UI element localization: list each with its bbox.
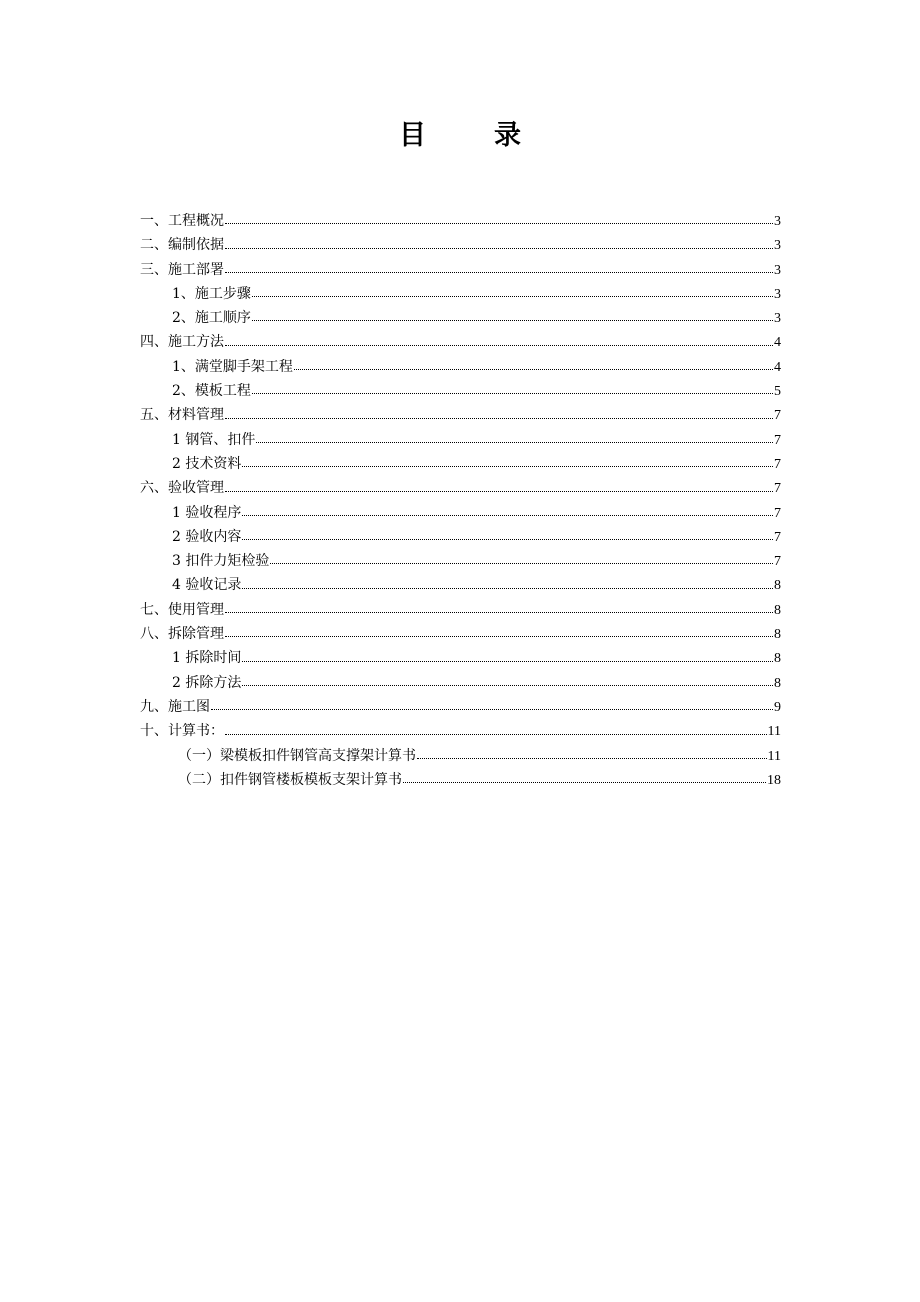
toc-entry-page-number: 11 bbox=[767, 748, 781, 764]
toc-entry-label: 七、使用管理 bbox=[140, 601, 224, 618]
toc-entry-page-number: 4 bbox=[774, 335, 781, 351]
toc-entry-page-number: 4 bbox=[774, 359, 781, 375]
toc-entry[interactable] bbox=[140, 428, 781, 452]
toc-leader-dots bbox=[225, 490, 773, 492]
toc-entry[interactable] bbox=[140, 549, 781, 573]
toc-entry-label: （一）梁模板扣件钢管高支撑架计算书 bbox=[178, 747, 416, 764]
toc-leader-dots bbox=[211, 708, 773, 710]
toc-entry-page-number: 8 bbox=[774, 651, 781, 667]
toc-entry-label: 3 扣件力矩检验 bbox=[172, 553, 270, 570]
toc-entry[interactable] bbox=[140, 306, 781, 330]
toc-leader-dots bbox=[225, 733, 767, 735]
toc-entry[interactable] bbox=[140, 452, 781, 476]
toc-entry[interactable] bbox=[140, 476, 781, 500]
toc-entry[interactable] bbox=[140, 233, 781, 257]
toc-entry-label: 十、计算书： bbox=[140, 723, 224, 740]
toc-entry-label: 2、施工顺序 bbox=[172, 310, 251, 327]
toc-leader-dots bbox=[225, 635, 773, 637]
toc-entry-label: 2 验收内容 bbox=[172, 528, 242, 545]
toc-entry-page-number: 7 bbox=[774, 505, 781, 521]
toc-entry[interactable] bbox=[140, 719, 781, 743]
toc-leader-dots bbox=[242, 660, 773, 662]
toc-entry-page-number: 8 bbox=[774, 627, 781, 643]
toc-entry-label: 1、施工步骤 bbox=[172, 285, 251, 302]
toc-entry[interactable] bbox=[140, 330, 781, 354]
toc-entry-page-number: 7 bbox=[774, 408, 781, 424]
toc-entry-label: 4 验收记录 bbox=[172, 577, 242, 594]
toc-entry-page-number: 7 bbox=[774, 456, 781, 472]
toc-entry[interactable] bbox=[140, 573, 781, 597]
toc-leader-dots bbox=[242, 538, 773, 540]
toc-leader-dots bbox=[270, 562, 773, 564]
toc-entry-label: 1 钢管、扣件 bbox=[172, 431, 256, 448]
toc-leader-dots bbox=[252, 319, 773, 321]
toc-leader-dots bbox=[252, 295, 773, 297]
toc-entry[interactable] bbox=[140, 525, 781, 549]
toc-entry-label: 1 拆除时间 bbox=[172, 650, 242, 667]
toc-entry-page-number: 3 bbox=[774, 311, 781, 327]
toc-entry[interactable] bbox=[140, 744, 781, 768]
toc-entry-page-number: 7 bbox=[774, 432, 781, 448]
toc-entry-page-number: 3 bbox=[774, 286, 781, 302]
toc-entry-page-number: 7 bbox=[774, 529, 781, 545]
toc-entry-label: 八、拆除管理 bbox=[140, 626, 224, 643]
toc-leader-dots bbox=[242, 684, 773, 686]
toc-entry[interactable] bbox=[140, 282, 781, 306]
toc-leader-dots bbox=[225, 344, 773, 346]
toc-entry-label: 三、施工部署 bbox=[140, 261, 224, 278]
toc-leader-dots bbox=[225, 271, 773, 273]
toc-entry-label: 1 验收程序 bbox=[172, 504, 242, 521]
toc-entry-page-number: 8 bbox=[774, 675, 781, 691]
toc-entry[interactable] bbox=[140, 598, 781, 622]
title-char-1: 目 bbox=[399, 120, 426, 151]
toc-leader-dots bbox=[225, 247, 773, 249]
toc-entry-page-number: 11 bbox=[767, 724, 781, 740]
toc-leader-dots bbox=[242, 514, 773, 516]
toc-entry[interactable] bbox=[140, 768, 781, 792]
toc-entry-label: （二）扣件钢管楼板模板支架计算书 bbox=[178, 771, 402, 788]
toc-entry[interactable] bbox=[140, 403, 781, 427]
toc-entry[interactable] bbox=[140, 355, 781, 379]
toc-leader-dots bbox=[225, 611, 773, 613]
toc-entry-page-number: 18 bbox=[767, 772, 781, 788]
toc-entry[interactable] bbox=[140, 258, 781, 282]
toc-entry-label: 二、编制依据 bbox=[140, 237, 224, 254]
toc-entry-label: 六、验收管理 bbox=[140, 480, 224, 497]
toc-entry-page-number: 3 bbox=[774, 262, 781, 278]
toc-entry-label: 四、施工方法 bbox=[140, 334, 224, 351]
toc-entry-page-number: 3 bbox=[774, 214, 781, 229]
toc-entry-label: 1、满堂脚手架工程 bbox=[172, 358, 293, 375]
toc-entry-page-number: 5 bbox=[774, 384, 781, 400]
toc-leader-dots bbox=[403, 781, 766, 783]
toc-entry[interactable] bbox=[140, 209, 781, 233]
toc-entry-page-number: 8 bbox=[774, 602, 781, 618]
toc-entry[interactable] bbox=[140, 379, 781, 403]
toc-entry[interactable] bbox=[140, 646, 781, 670]
toc-leader-dots bbox=[294, 368, 773, 370]
toc-entry[interactable] bbox=[140, 695, 781, 719]
toc-entry-label: 2 拆除方法 bbox=[172, 674, 242, 691]
toc-entry-page-number: 9 bbox=[774, 699, 781, 715]
toc-entry[interactable] bbox=[140, 501, 781, 525]
page-title bbox=[0, 116, 920, 156]
toc-entry-page-number: 7 bbox=[774, 481, 781, 497]
toc-entry-label: 2、模板工程 bbox=[172, 383, 251, 400]
toc-leader-dots bbox=[256, 441, 773, 443]
toc-leader-dots bbox=[242, 465, 773, 467]
toc-leader-dots bbox=[225, 417, 773, 419]
toc-entry[interactable] bbox=[140, 671, 781, 695]
toc-entry-page-number: 3 bbox=[774, 238, 781, 254]
toc-entry[interactable] bbox=[140, 622, 781, 646]
toc-leader-dots bbox=[225, 222, 773, 224]
title-char-2: 录 bbox=[494, 120, 521, 151]
toc-entry-page-number: 8 bbox=[774, 578, 781, 594]
toc-entry-label: 九、施工图 bbox=[140, 698, 210, 715]
toc-leader-dots bbox=[417, 757, 767, 759]
toc-entry-label: 五、材料管理 bbox=[140, 407, 224, 424]
toc-leader-dots bbox=[252, 392, 773, 394]
toc-entry-label: 2 技术资料 bbox=[172, 455, 242, 472]
toc-leader-dots bbox=[242, 587, 773, 589]
table-of-contents bbox=[140, 209, 781, 792]
toc-entry-label: 一、工程概况 bbox=[140, 213, 224, 229]
toc-entry-page-number: 7 bbox=[774, 554, 781, 570]
